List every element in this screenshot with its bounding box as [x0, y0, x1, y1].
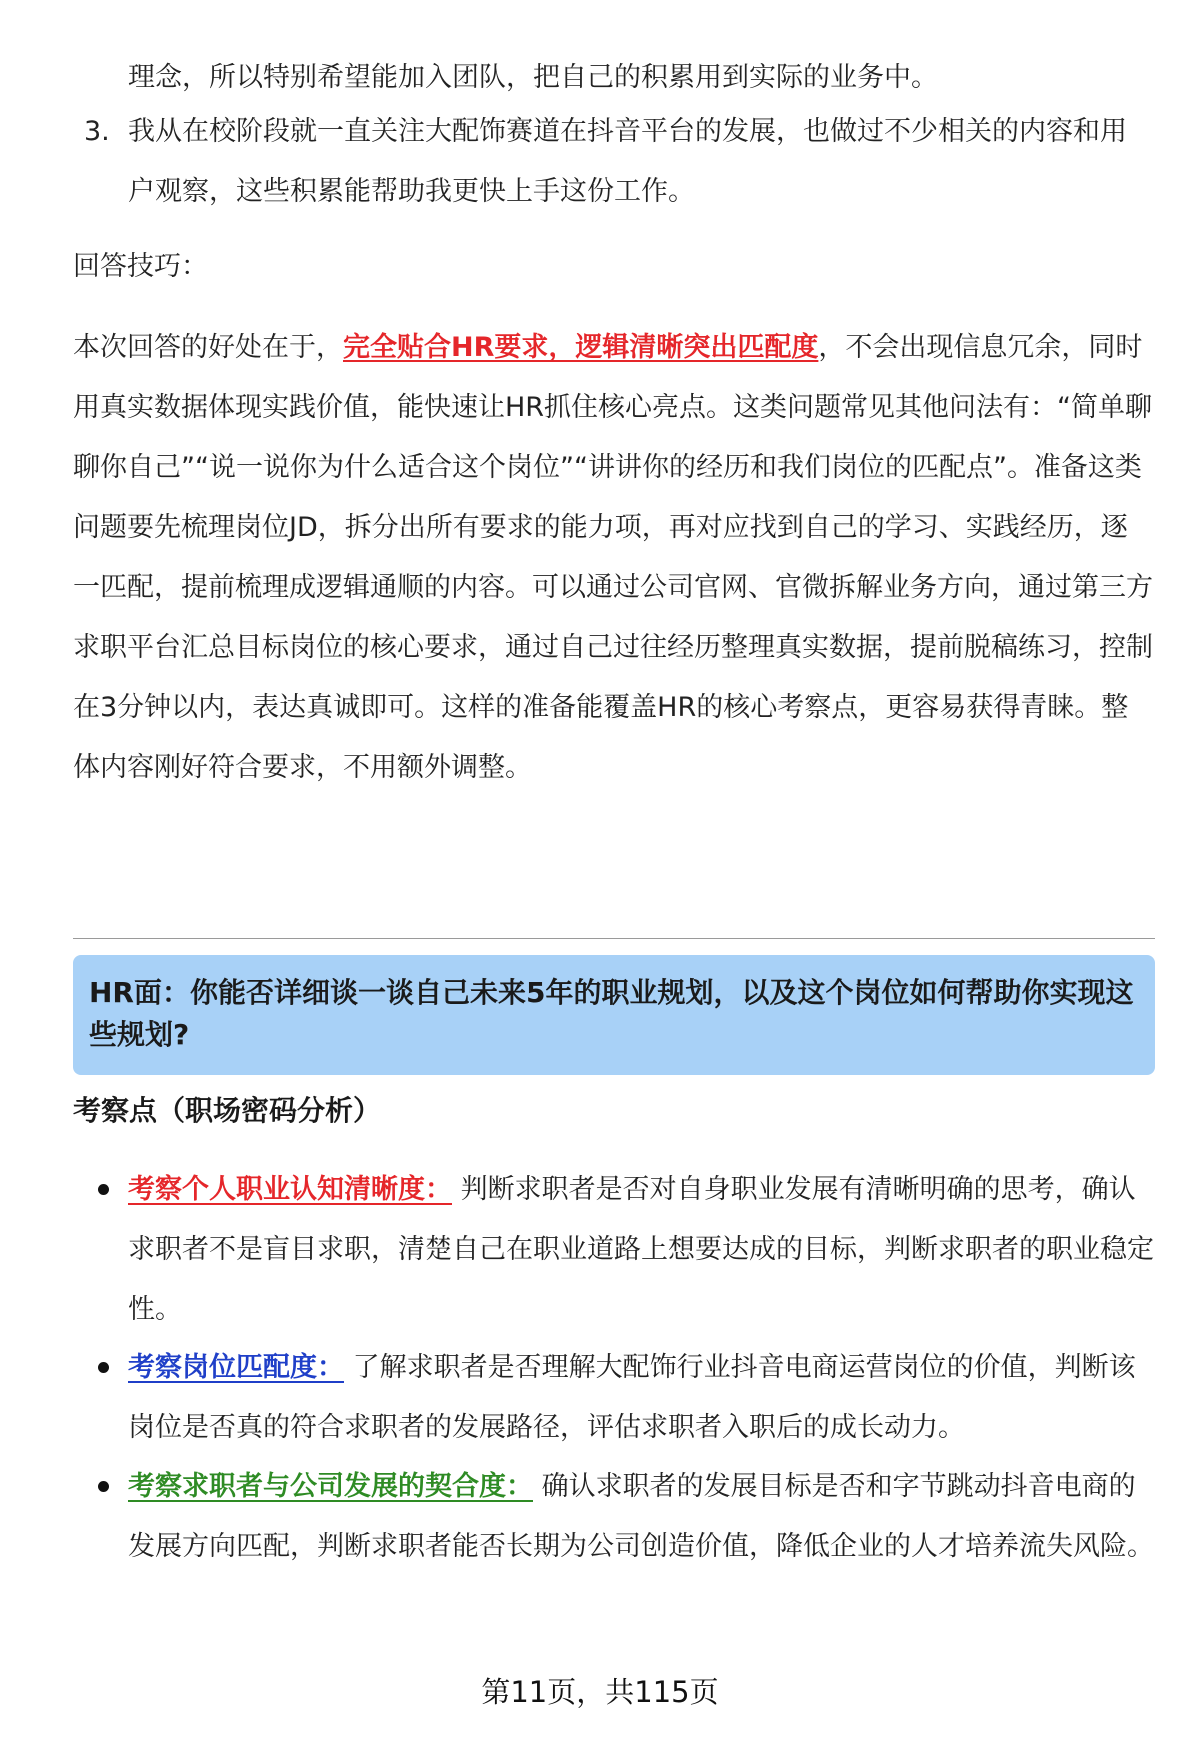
- point-text: 判断求职者是否对自身职业发展有清晰明确的思考，确认求职者不是盲目求职，清楚自己在职业道路上想要达成的目标，判断求职者的职业稳定性。: [128, 1174, 1154, 1325]
- analysis-point-1: [128, 1160, 1158, 1340]
- tips-paragraph: [73, 318, 1153, 798]
- list-item-3: 我从在校阶段就一直关注大配饰赛道在抖音平台的发展，也做过不少相关的内容和用户观察，这些积累能帮助我更快上手这份工作。: [128, 116, 1127, 207]
- tips-body: ，不会出现信息冗余，同时用真实数据体现实践价值，能快速让HR抓住核心亮点。这类问题常见其他问法有：“简单聊聊你自己”“说一说你为什么适合这个岗位”“讲讲你的经历和我们岗位的匹配点”。准备这类问题要先梳理岗位JD，拆分出所有要求的能力项，再对应找到自己的学习、实践经历，逐一匹配，提前梳理成逻辑通顺的内容。可以通过公司官网、官微拆解业务方向，通过第三方求职平台汇总目标岗位的核心要求，通过自己过往经历整理真实数据，提前脱稿练习，控制在3分钟以内，表达真诚即可。这样的准备能覆盖HR的核心考察点，更容易获得青睐。整体内容刚好符合要求，不用额外调整。: [73, 332, 1153, 783]
- tips-label: 回答技巧：: [73, 251, 208, 282]
- analysis-point-3: [128, 1457, 1158, 1577]
- point-label: 考察岗位匹配度：: [128, 1352, 344, 1383]
- point-label: 考察求职者与公司发展的契合度：: [128, 1471, 533, 1502]
- point-text: 确认求职者的发展目标是否和字节跳动抖音电商的发展方向匹配，判断求职者能否长期为公司创造价值，降低企业的人才培养流失风险。: [128, 1471, 1154, 1562]
- bullet-dot: [98, 1481, 109, 1492]
- continuation-line: 理念，所以特别希望能加入团队，把自己的积累用到实际的业务中。: [128, 62, 938, 93]
- question-box: [73, 955, 1155, 1075]
- analysis-point-2: [128, 1338, 1158, 1458]
- tips-highlight: 完全贴合HR要求，逻辑清晰突出匹配度: [343, 332, 819, 363]
- question-text: HR面：你能否详细谈一谈自己未来5年的职业规划，以及这个岗位如何帮助你实现这些规划?: [89, 976, 1134, 1051]
- page-number: 第11页，共115页: [481, 1675, 719, 1709]
- point-label: 考察个人职业认知清晰度：: [128, 1174, 452, 1205]
- tips-intro: 本次回答的好处在于，: [73, 332, 343, 363]
- bullet-dot: [98, 1362, 109, 1373]
- section-divider: [73, 938, 1155, 939]
- list-number-3: 3.: [84, 116, 110, 147]
- point-text: 了解求职者是否理解大配饰行业抖音电商运营岗位的价值，判断该岗位是否真的符合求职者的发展路径，评估求职者入职后的成长动力。: [128, 1352, 1136, 1443]
- bullet-dot: [98, 1184, 109, 1195]
- analysis-title: 考察点（职场密码分析）: [73, 1094, 382, 1127]
